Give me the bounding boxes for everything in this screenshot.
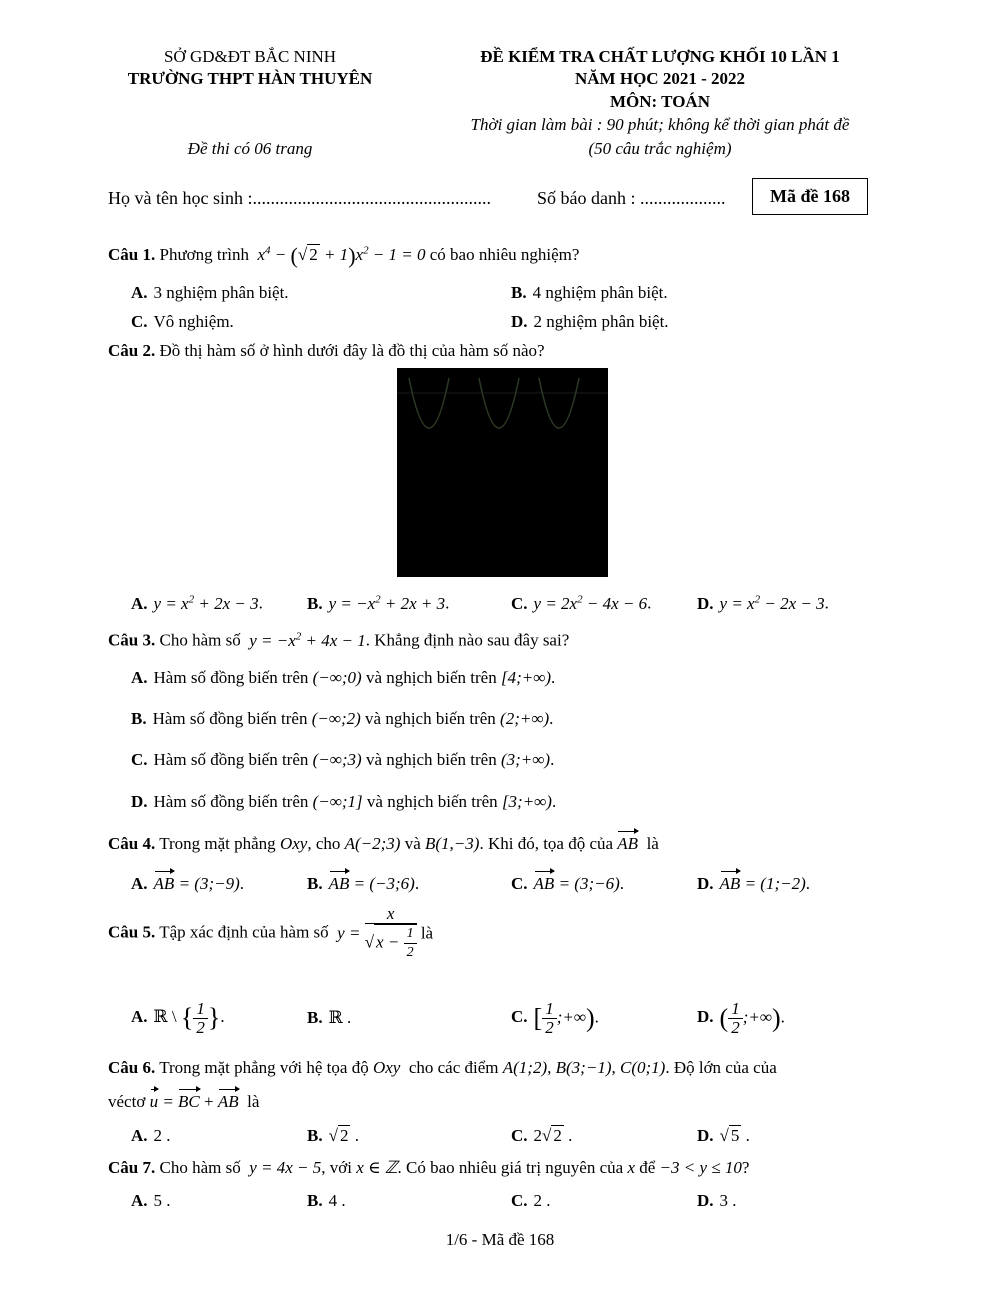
school-year: NĂM HỌC 2021 - 2022 (575, 69, 745, 88)
question-count-note: (50 câu trắc nghiệm) (588, 139, 732, 158)
page-footer: 1/6 - Mã đề 168 (445, 1230, 555, 1249)
pages-note: Đề thi có 06 trang (187, 139, 313, 158)
question-6-line-2: véctơ u = BC + AB là (108, 1092, 260, 1111)
q1-option-c: C. Vô nghiệm. (131, 312, 234, 331)
q3-option-c: C. Hàm số đồng biến trên (−∞;3) và nghịch biến trên (3;+∞). (131, 750, 555, 769)
q5-option-b: B. ℝ . (307, 1008, 352, 1027)
question-3: Câu 3. Cho hàm số $y = -x^2 + 4x - 1$. Khẳng định nào sau đây sai? (108, 630, 570, 650)
parabola-graph-figure (397, 368, 608, 577)
q3-option-d: D. Hàm số đồng biến trên (−∞;1] và nghịch biến trên [3;+∞). (131, 792, 557, 811)
q1-option-d: D. 2 nghiệm phân biệt. (511, 312, 669, 331)
q6-option-a: A. 2 . (131, 1126, 171, 1145)
q1-option-b: B. 4 nghiệm phân biệt. (511, 283, 668, 302)
exam-title: ĐỀ KIỂM TRA CHẤT LƯỢNG KHỐI 10 LẦN 1 (480, 47, 840, 66)
subject: MÔN: TOÁN (610, 92, 710, 111)
question-6: Câu 6. Trong mặt phẳng với hệ tọa độ Oxy cho các điểm A(1;2), B(3;−1), C(0;1). Độ lớn của của (108, 1058, 777, 1077)
q3-option-b: B. Hàm số đồng biến trên (−∞;2) và nghịch biến trên (2;+∞). (131, 709, 554, 728)
q3-option-a: A. Hàm số đồng biến trên (−∞;0) và nghịch biến trên [4;+∞). (131, 668, 556, 687)
q4-option-d: D. AB = (1;−2). (697, 874, 810, 893)
q4-option-c: C. AB = (3;−6). (511, 874, 624, 893)
question-1: Câu 1. Phương trình $x^4$ − (√ $2 + 1)x^2 - 1 = 0$ có bao nhiêu nghiệm? (108, 243, 580, 268)
q6-option-d: D. √ 5 . (697, 1126, 750, 1145)
school-name: TRƯỜNG THPT HÀN THUYÊN (127, 69, 373, 88)
student-name-field: Họ và tên học sinh :..................................................... (108, 188, 491, 208)
student-id-field: Số báo danh : ................... (537, 188, 726, 208)
q5-option-c: C. [ $\frac{1}{2}$ ;+∞). (511, 999, 599, 1037)
question-4: Câu 4. Trong mặt phẳng Oxy, cho A(−2;3) và B(1,−3). Khi đó, tọa độ của AB là (108, 834, 659, 853)
exam-code-box: Mã đề 168 (752, 178, 868, 215)
question-7: Câu 7. Cho hàm số y = 4x − 5, với x ∈ ℤ. Có bao nhiêu giá trị nguyên của x để −3 < y ≤ 10? (108, 1158, 750, 1177)
q5-option-a: A. ℝ \ { $\frac{1}{2}$ }. (131, 999, 225, 1037)
time-note: Thời gian làm bài : 90 phút; không kể thời gian phát đề (470, 115, 850, 134)
q2-option-a: A. $y = x^2 + 2x - 3$. (131, 593, 263, 613)
q2-option-d: D. $y = x^2 - 2x - 3$. (697, 593, 829, 613)
q2-option-b: B. $y = -x^2 + 2x + 3$. (307, 593, 450, 613)
q4-option-a: A. AB = (3;−9). (131, 874, 244, 893)
q5-option-d: D. ( $\frac{1}{2}$ ;+∞). (697, 999, 785, 1037)
q7-option-c: C. 2 . (511, 1191, 551, 1210)
q7-option-a: A. 5 . (131, 1191, 171, 1210)
question-5: Câu 5. Tập xác định của hàm số y = x √ x − $\frac{1}{2}$ là (108, 904, 434, 960)
q6-option-c: C. 2√ 2 . (511, 1126, 573, 1145)
question-2: Câu 2. Đồ thị hàm số ở hình dưới đây là đồ thị của hàm số nào? (108, 341, 545, 360)
q1-option-a: A. 3 nghiệm phân biệt. (131, 283, 289, 302)
q1-equation: $x^4$ − (√ $2 + 1)x^2 - 1 = 0$ (253, 243, 426, 268)
q2-option-c: C. $y = 2x^2 - 4x - 6$. (511, 593, 652, 613)
department-name: SỞ GD&ĐT BẮC NINH (163, 47, 337, 66)
q7-option-b: B. 4 . (307, 1191, 346, 1210)
q4-option-b: B. AB = (−3;6). (307, 874, 420, 893)
q7-option-d: D. 3 . (697, 1191, 737, 1210)
q6-option-b: B. √ 2 . (307, 1126, 359, 1145)
graph-image (397, 368, 608, 577)
